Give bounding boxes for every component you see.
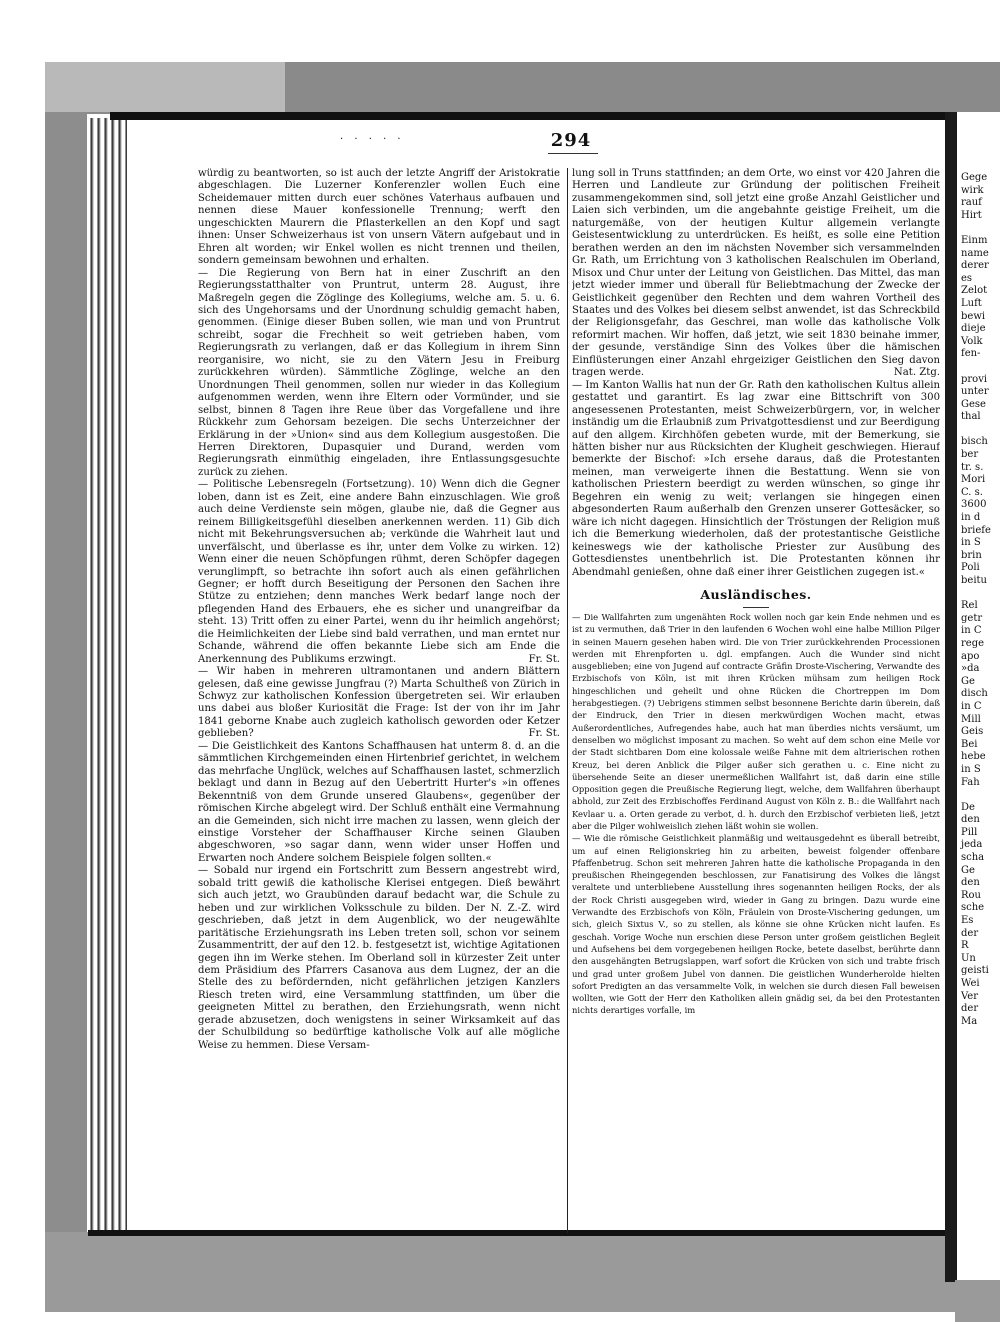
page-number: 294 bbox=[550, 130, 592, 151]
facing-page-line: Bei bbox=[961, 738, 978, 750]
scan-top-margin-light bbox=[45, 62, 285, 112]
signature: Fr. St. bbox=[528, 653, 560, 665]
facing-page-line: Mori bbox=[961, 474, 986, 486]
facing-page-line bbox=[961, 222, 1000, 235]
facing-page-line bbox=[961, 424, 1000, 437]
facing-page-line: derer bbox=[961, 260, 989, 272]
scan-bottom-margin bbox=[45, 1232, 955, 1312]
paragraph-text: — Politische Lebensregeln (Fortsetzung). 10) Wenn dich die Gegner loben, dann ist es Zeit, eine andere Bahn einzuschlagen. Wie groß auch deine Verdienste sein mögen, glaube nie, daß die Gegner aus reinem Billigkeitsgefühl dieselben anerkennen werden. 11) Gib dich nicht mit Bekehrungsversuchen ab; verkünde die Wahrheit laut und unverfälscht, und überlasse es ihr, unter dem Volke zu wirken. 12) Wenn einer die neuen Schöpfungen rühmt, deren Schöpfer dagegen verunglimpft, so betrachte ihn sofort auch als einen gefährlichen Gegner; er hofft durch Beseitigung der Personen den Sachen ihre Stütze zu entziehen; denn manches Werk bedarf lange noch der pflegenden Hand des Erbauers, ehe es sicher und unangreifbar da steht. 13) Tritt offen zu einer Partei, wenn du ihr heimlich angehörst; die Heimlichkeiten der Liebe sind bald verrathen, und man erntet nur Schande, während die offen bekannte Liebe sich am Ende die Anerkennung des Publikums erzwingt. bbox=[198, 479, 560, 665]
facing-page-line: Gese bbox=[961, 398, 986, 410]
section-heading: Ausländisches. bbox=[700, 586, 812, 602]
signature: Fr. St. bbox=[528, 728, 560, 740]
facing-page-line: getr bbox=[961, 612, 983, 624]
facing-page-line: rauf bbox=[961, 197, 982, 209]
facing-page-line: Ma bbox=[961, 1015, 978, 1027]
facing-page-line: Rou bbox=[961, 889, 981, 901]
facing-page-line: jeda bbox=[961, 839, 983, 851]
page-number-rule bbox=[548, 153, 598, 154]
book-gutter bbox=[945, 112, 957, 1282]
facing-page-line: es bbox=[961, 272, 973, 284]
facing-page-line: Zelot bbox=[961, 285, 988, 297]
article-paragraph bbox=[198, 479, 560, 666]
article-paragraph bbox=[198, 666, 560, 741]
facing-page-line: geisti bbox=[961, 965, 989, 977]
paragraph-text: — Wir haben in mehreren ultramontanen und andern Blättern gelesen, daß eine gewisse Jungfrau (?) Marta Schultheß von Zürich in Schwyz zur katholischen Konfession übergetreten sei. Wir erlauben uns dabei aus bloßer Kuriosität die Frage: Ist der von ihr im Jahr 1841 geborne Knabe auch zugleich katholisch geworden oder Ketzer geblieben? bbox=[198, 666, 560, 740]
facing-page-line: dieje bbox=[961, 323, 986, 335]
facing-page-line: Hirt bbox=[961, 209, 982, 221]
scan-bottom-right-margin bbox=[955, 1280, 1000, 1322]
facing-page-line: bewi bbox=[961, 310, 986, 322]
facing-page-line: der bbox=[961, 927, 979, 939]
facing-page-line: Pill bbox=[961, 826, 978, 838]
facing-page-line: Un bbox=[961, 952, 976, 964]
facing-page-text bbox=[957, 112, 1000, 1028]
facing-page-line: Ver bbox=[961, 990, 979, 1002]
facing-page-line: R bbox=[961, 940, 969, 952]
facing-page-line: scha bbox=[961, 852, 985, 864]
facing-page-line: Poli bbox=[961, 562, 980, 574]
facing-page-line: rege bbox=[961, 637, 985, 649]
facing-page-line: unter bbox=[961, 386, 989, 398]
facing-page-line: 3600 bbox=[961, 499, 987, 511]
left-column bbox=[198, 168, 560, 1232]
page-top-edge bbox=[110, 112, 955, 120]
facing-page-line: apo bbox=[961, 650, 980, 662]
facing-page-line bbox=[961, 789, 1000, 802]
facing-page-line: Ge bbox=[961, 864, 975, 876]
facing-page-line: Es bbox=[961, 915, 974, 927]
article-paragraph: würdig zu beantworten, so ist auch der letzte Angriff der Aristokratie abgeschlagen. Die Luzerner Konferenzler wollen Euch eine Scheidemauer mitten durch euer schönes Vaterhaus aufbauen und nennen diese Mauer konfessionelle Trennung; werft den ungeschickten Maurern die Pflasterkellen an den Kopf und sagt ihnen: Unser Schweizerhaus ist von unsern Vätern aufgebaut und in Ehren alt worden; wir Enkel wollen es nicht trennen und theilen, sondern gemeinsam bewohnen und erhalten. bbox=[198, 168, 560, 267]
facing-page-line: De bbox=[961, 801, 975, 813]
header-marks: · · · · · bbox=[340, 134, 405, 145]
facing-page-line: Ge bbox=[961, 675, 975, 687]
facing-page-line: Luft bbox=[961, 297, 982, 309]
facing-page-line: Einm bbox=[961, 234, 988, 246]
scan-left-margin bbox=[45, 112, 87, 1312]
facing-page-line: der bbox=[961, 1003, 979, 1015]
article-paragraph: — Im Kanton Wallis hat nun der Gr. Rath den katholischen Kultus allein gestattet und garantirt. Es lag zwar eine Bittschrift von 300 angesessenen Protestanten, meist Schweizerbürgern, vor, in welcher inständig um die Erlaubniß zum Privatgottesdienst und zur Beerdigung auf den allgem. Kirchhöfen gebeten wurde, mit der Bemerkung, sie hätten bisher nur aus Rücksichten der Klugheit geschwiegen. Hierauf bemerkte der Bischof: »Ich ersehe daraus, daß die Protestanten meinen, man verweigerte ihnen die Bestattung. Wenn sie von katholischen Priestern beerdigt zu werden wünschen, so ginge ihr Begehren ein wenig zu weit; verlangen sie hingegen einen abgesonderten Raum außerhalb den Grenzen unserer Gottesäcker, so wäre ich nicht dagegen. Hinsichtlich der Tröstungen der Religion muß ich die Bemerkung wiederholen, daß der protestantische Geistliche keineswegs wie der katholische Priester zur Ausübung des Gottesdienstes unentbehrlich ist. Die Protestanten können ihr Abendmahl genießen, ohne daß einer ihrer Geistlichen zugegen ist.« bbox=[572, 379, 940, 578]
facing-page-line: in C bbox=[961, 625, 982, 637]
facing-page-line: hebe bbox=[961, 751, 986, 763]
article-paragraph bbox=[572, 168, 940, 380]
facing-page-line: name bbox=[961, 247, 989, 259]
facing-page-line: disch bbox=[961, 688, 988, 700]
facing-page-line bbox=[961, 361, 1000, 374]
facing-page-line: den bbox=[961, 814, 980, 826]
facing-page-line: in d bbox=[961, 512, 981, 524]
facing-page-line: sche bbox=[961, 902, 985, 914]
facing-page-line: brin bbox=[961, 549, 982, 561]
facing-page-line: bisch bbox=[961, 436, 988, 448]
article-paragraph: — Sobald nur irgend ein Fortschritt zum Bessern angestrebt wird, sobald tritt gewiß die katholische Klerisei entgegen. Dieß bewährt sich auch jetzt, wo Graubünden darauf bedacht war, die Schule zu heben und zur wirklichen Volksschule zu bilden. Der N. Z.-Z. wird geschrieben, daß jetzt in dem Augenblick, wo der neugewählte paritätische Erziehungsrath ins Leben treten soll, schon vor seinem Zusammentritt, der auf den 12. b. festgesetzt ist, wichtige Agitationen gegen ihn im Werke stehen. Im Oberland soll in kürzester Zeit unter dem Präsidium des Pfarrers Casanova aus dem Lugnez, der an die Stelle des zu befördernden, nicht gefährlichen jetzigen Kanzlers Riesch treten wird, eine Versammlung stattfinden, um über die geeigneten Mittel zu berathen, den Erziehungsrath, wenn nicht gerade abzusetzen, doch wenigstens in seiner Wirksamkeit auf das der Schulbildung so bedürftige katholische Volk auf alle mögliche Weise zu hemmen. Diese Versam- bbox=[198, 865, 560, 1051]
facing-page-line: beitu bbox=[961, 575, 987, 586]
facing-page-line: Rel bbox=[961, 600, 978, 612]
facing-page-line: in S bbox=[961, 763, 981, 775]
facing-page-line: thal bbox=[961, 411, 981, 423]
facing-page-line: ber bbox=[961, 449, 979, 461]
facing-page-line: Volk bbox=[961, 335, 983, 347]
facing-page-line: Fah bbox=[961, 776, 980, 788]
right-column bbox=[572, 168, 940, 1232]
paragraph-text: lung soll in Truns stattfinden; an dem Orte, wo einst vor 420 Jahren die Herren und Landleute zur Gründung der politischen Freiheit zusammengekommen sind, soll jetzt eine große Anzahl Geistlicher und Laien sich verbinden, um die angebahnte geistige Freiheit, um die naturgemäße, von der heutigen Kultur allgemein verlangte Geistesentwicklung zu unterdrücken. Es heißt, es solle eine Petition berathen werden an den im nächsten November sich versammelnden Gr. Rath, um Errichtung von 3 katholischen Realschulen im Oberland, Misox und Chur unter der Leitung von Geistlichen. Das Mittel, das man jetzt wieder immer und überall für Beliebtmachung der Zwecke der Geistlichkeit gegenüber den Rechten und dem wahren Vortheil des Staates und des Volkes bei diesem selbst anwendet, ist das Schreckbild der Religionsgefahr, das Geschrei, man wolle das katholische Volk reformirt machen. Wir hoffen, daß jetzt, wie seit 1830 beinahe immer, der gesunde, verständige Sinn des Volkes über die hämischen Einflüsterungen einer Anzahl ehrgeiziger Geistlichen den Sieg davon tragen werde. bbox=[572, 168, 940, 379]
facing-page-line: in C bbox=[961, 700, 982, 712]
facing-page-line: tr. s. bbox=[961, 461, 984, 473]
article-paragraph: — Die Geistlichkeit des Kantons Schaffhausen hat unterm 8. d. an die sämmtlichen Kirchgemeinden einen Hirtenbrief gerichtet, in welchem das mehrfache Unglück, welches auf Schaffhausen lastet, schmerzlich beklagt und dann in Bezug auf den Uebertritt Hurter's »in offenes Bekenntniß von dem Grunde unsered Glaubens«, gegenüber der römischen Kirche abgelegt wird. Der Schluß enthält eine Vermahnung an die Gemeinden, sich nicht irre machen zu lassen, wenn gleich der einstige Vorsteher der Schaffhauser Kirche seinen Glauben abgeschworen, »so sagar dann, wenn wider unser Hoffen und Erwarten noch Andere solchem Beispiele folgen sollten.« bbox=[198, 740, 560, 864]
small-print-paragraph: — Wie die römische Geistlichkeit planmäßig und weitausgedehnt es überall betreibt, um auf einen Religionskrieg hin zu arbeiten, beweist folgender offenbare Pfaffenbetrug. Schon seit mehreren Jahren hatte die katholische Propaganda in den preußischen Rheingegenden beschlossen, zur Fanatisirung des Volkes die längst veraltete und unterbliebene Ausstellung ihres sogenannten heiligen Rocks, der als der Rock Christi ausgegeben wird, wieder in Gang zu bringen. Dazu wurde eine Verwandte des Erzbischofs von Köln, Fräulein von Droste-Vischering gedungen, um sich, gleich Sixtus V., so zu stellen, als könne sie ohne Krücken nicht laufen. Es geschah. Vorige Woche nun erschien diese Person unter großem geistlichen Begleit und Aufsehens bei dem vorgegebenen heiligen Rocke, betete daselbst, berührte dann den ausgehängten Betrugslappen, warf sofort die Krücken von sich und trabte frisch und grad unter großem Jubel von dannen. Die geistlichen Wunderherolde hielten sofort Predigten an das versammelte Volk, in welchen sie durch diesen Fall beweisen wollten, wie Gott der Herr den Katholiken allein gnädig sei, da bei den Protestanten nichts derartiges vorfalle, im bbox=[572, 833, 940, 1016]
facing-page-line: in S bbox=[961, 537, 981, 549]
facing-page-line: wirk bbox=[961, 184, 984, 196]
facing-page-line: Geis bbox=[961, 726, 984, 738]
facing-page-line bbox=[961, 588, 1000, 601]
facing-page-line: briefe bbox=[961, 524, 991, 536]
facing-page-line: Gege bbox=[961, 172, 988, 183]
facing-page-line: provi bbox=[961, 373, 988, 385]
facing-page-line: Mill bbox=[961, 713, 981, 725]
signature: Nat. Ztg. bbox=[893, 367, 940, 379]
column-divider bbox=[567, 168, 568, 1233]
section-rule bbox=[743, 607, 769, 608]
page-stack-edge bbox=[87, 118, 127, 1238]
facing-page-line: »da bbox=[961, 663, 980, 675]
facing-page-line: fen- bbox=[961, 348, 981, 360]
facing-page-line: C. s. bbox=[961, 486, 983, 498]
small-print-paragraph: — Die Wallfahrten zum ungenähten Rock wollen noch gar kein Ende nehmen und es ist zu vermuthen, daß Trier in den laufenden 6 Wochen wohl eine halbe Million Pilger in seinen Mauern gesehen haben wird. Die von Trier zurückkehrenden Processionen werden mit Ehrenpforten u. dgl. empfangen. Auch die Wunder sind nicht ausgeblieben; eine von Jugend auf contracte Gräfin Droste-Vischering, Verwandte des Erzbischofs von Köln, ist mit ihren Krücken mühsam zum heiligen Rock hingeschlichen und geheilt und ohne Rücken die Chortreppen im Dom herabgestiegen. (?) Uebrigens stimmen selbst besonnene Berichte darin überein, daß der Eindruck, den Trier in diesen merkwürdigen Wochen macht, etwas Außerordentliches, Aufregendes habe, auch hat man überdies nichts versäumt, um denselben wo möglichst imposant zu machen. So weht auf dem schon eine Meile vor der Stadt sichtbaren Dom eine kolossale weiße Fahne mit dem altrierischen rothen Kreuz, bei deren Anblick die Pilger außer sich gerathen u. c. Eine nicht zu übersehende Seite an dieser unermeßlichen Wallfahrt ist, daß darin eine stille Opposition gegen die Preußische Regierung liegt, welche, dem Wallfahren überhaupt abhold, zur Zeit des Erzbischoffes Ferdinand August von Köln z. B.: die Wallfahrt nach Kevlaar u. a. Orten gerade zu verbot, d. h. durch den Erzbischof verbieten ließ, jetzt aber die Pilger wohlweislich ziehen läßt wohin sie wollen. bbox=[572, 611, 940, 831]
article-paragraph: — Die Regierung von Bern hat in einer Zuschrift an den Regierungsstatthalter von Pruntrut, unterm 28. August, ihre Maßregeln gegen die Zöglinge des Kollegiums, welche am. 5. u. 6. sich des Ungehorsams und der Unordnung schuldig gemacht haben, genommen. (Einige dieser Buben sollen, wie man und von Pruntrut schreibt, sogar die Frechheit so weit getrieben haben, vom Regierungsrath zu verlangen, daß er das Kollegium in ihrem Sinn reorganisire, wo nicht, sie zu den Vätern Jesu in Freiburg zurückkehren würden). Sämmtliche Zöglinge, welche an den Unordnungen Theil genommen, sollen nur wieder in das Kollegium aufgenommen werden, wenn ihre Eltern oder Vormünder, und sie selbst, binnen 8 Tagen ihre Reue über das Vorgefallene und ihre Rückkehr zum Gehorsam bezeigen. Die sechs Unterzeichner der Erklärung in der »Union« sind aus dem Kollegium ausgestoßen. Die Herren Direktoren, Dupasquier und Durand, werden vom Regierungsrath einmüthig eingeladen, ihre Entlassungsgesuchte zurück zu ziehen. bbox=[198, 267, 560, 478]
facing-page-line: Wei bbox=[961, 978, 980, 989]
facing-page-fragment bbox=[957, 112, 1000, 1280]
facing-page-line: den bbox=[961, 877, 980, 889]
